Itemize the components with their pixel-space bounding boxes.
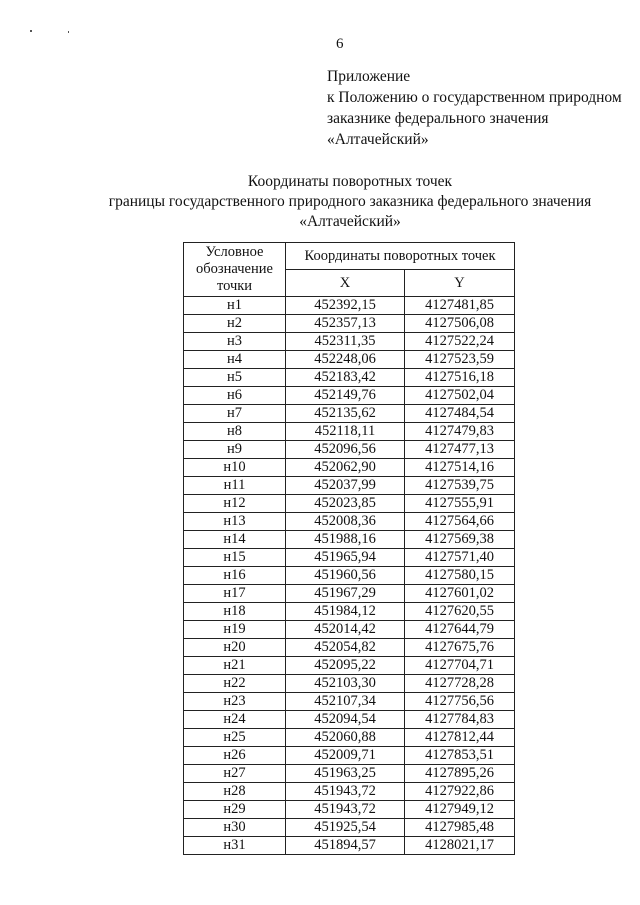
cell-y: 4127704,71 (405, 657, 515, 675)
cell-y: 4127949,12 (405, 801, 515, 819)
cell-point: н18 (184, 603, 286, 621)
cell-x: 452014,42 (286, 621, 405, 639)
cell-x: 452149,76 (286, 387, 405, 405)
cell-x: 452095,22 (286, 657, 405, 675)
cell-point: н3 (184, 333, 286, 351)
scan-speck (68, 31, 69, 33)
table-row (184, 405, 515, 423)
table-row (184, 765, 515, 783)
table-row (184, 585, 515, 603)
cell-x: 452311,35 (286, 333, 405, 351)
cell-x: 452009,71 (286, 747, 405, 765)
cell-point: н16 (184, 567, 286, 585)
cell-point: н19 (184, 621, 286, 639)
cell-y: 4127895,26 (405, 765, 515, 783)
page-number: 6 (336, 36, 344, 52)
cell-x: 452023,85 (286, 495, 405, 513)
cell-x: 451984,12 (286, 603, 405, 621)
cell-x: 452103,30 (286, 675, 405, 693)
cell-x: 452118,11 (286, 423, 405, 441)
cell-y: 4127784,83 (405, 711, 515, 729)
cell-point: н25 (184, 729, 286, 747)
table-row (184, 729, 515, 747)
cell-y: 4127728,28 (405, 675, 515, 693)
cell-y: 4128021,17 (405, 837, 515, 855)
cell-y: 4127644,79 (405, 621, 515, 639)
cell-point: н8 (184, 423, 286, 441)
cell-y: 4127985,48 (405, 819, 515, 837)
cell-y: 4127812,44 (405, 729, 515, 747)
appendix-line: к Положению о государственном природном (327, 89, 622, 106)
cell-y: 4127555,91 (405, 495, 515, 513)
table-row (184, 801, 515, 819)
header-coords: Координаты поворотных точек (286, 243, 515, 270)
cell-y: 4127580,15 (405, 567, 515, 585)
table-row (184, 567, 515, 585)
cell-x: 451963,25 (286, 765, 405, 783)
appendix-line: Приложение (327, 68, 411, 85)
cell-y: 4127601,02 (405, 585, 515, 603)
table-row (184, 369, 515, 387)
cell-point: н2 (184, 315, 286, 333)
cell-y: 4127502,04 (405, 387, 515, 405)
table-row (184, 621, 515, 639)
table-row (184, 459, 515, 477)
cell-y: 4127477,13 (405, 441, 515, 459)
cell-y: 4127523,59 (405, 351, 515, 369)
table-row (184, 603, 515, 621)
table-row (184, 441, 515, 459)
cell-x: 452392,15 (286, 297, 405, 315)
cell-point: н31 (184, 837, 286, 855)
table-row (184, 837, 515, 855)
document-title (0, 172, 640, 232)
title-line: Координаты поворотных точек (247, 173, 453, 190)
table-row (184, 333, 515, 351)
table-body (184, 297, 515, 855)
cell-x: 451943,72 (286, 801, 405, 819)
cell-y: 4127675,76 (405, 639, 515, 657)
cell-x: 451925,54 (286, 819, 405, 837)
cell-x: 451894,57 (286, 837, 405, 855)
title-line: «Алтачейский» (299, 213, 401, 230)
appendix-line: заказнике федерального значения (327, 110, 549, 127)
table-row (184, 297, 515, 315)
cell-y: 4127539,75 (405, 477, 515, 495)
cell-y: 4127922,86 (405, 783, 515, 801)
cell-point: н22 (184, 675, 286, 693)
cell-point: н17 (184, 585, 286, 603)
table-row (184, 693, 515, 711)
cell-x: 451943,72 (286, 783, 405, 801)
table-row (184, 657, 515, 675)
cell-point: н20 (184, 639, 286, 657)
cell-y: 4127569,38 (405, 531, 515, 549)
cell-y: 4127481,85 (405, 297, 515, 315)
table-row (184, 531, 515, 549)
table-row (184, 387, 515, 405)
cell-x: 452037,99 (286, 477, 405, 495)
cell-y: 4127756,56 (405, 693, 515, 711)
table-row (184, 513, 515, 531)
cell-point: н23 (184, 693, 286, 711)
cell-x: 452094,54 (286, 711, 405, 729)
cell-point: н9 (184, 441, 286, 459)
table-row (184, 477, 515, 495)
cell-x: 451965,94 (286, 549, 405, 567)
cell-x: 452096,56 (286, 441, 405, 459)
cell-x: 452135,62 (286, 405, 405, 423)
cell-x: 452054,82 (286, 639, 405, 657)
cell-y: 4127564,66 (405, 513, 515, 531)
header-point: Условное обозначение точки (184, 243, 286, 297)
cell-point: н15 (184, 549, 286, 567)
cell-x: 452183,42 (286, 369, 405, 387)
appendix-note (327, 66, 622, 150)
cell-point: н4 (184, 351, 286, 369)
cell-point: н12 (184, 495, 286, 513)
cell-point: н27 (184, 765, 286, 783)
cell-y: 4127479,83 (405, 423, 515, 441)
cell-point: н29 (184, 801, 286, 819)
table-row (184, 747, 515, 765)
cell-x: 452107,34 (286, 693, 405, 711)
table-row (184, 549, 515, 567)
header-x: X (286, 270, 405, 297)
cell-y: 4127853,51 (405, 747, 515, 765)
appendix-line: «Алтачейский» (327, 131, 429, 148)
cell-y: 4127522,24 (405, 333, 515, 351)
cell-x: 452008,36 (286, 513, 405, 531)
cell-point: н24 (184, 711, 286, 729)
cell-y: 4127484,54 (405, 405, 515, 423)
cell-x: 451960,56 (286, 567, 405, 585)
table-row (184, 639, 515, 657)
header-y: Y (405, 270, 515, 297)
cell-y: 4127620,55 (405, 603, 515, 621)
table-row (184, 819, 515, 837)
table-row (184, 423, 515, 441)
table-row (184, 783, 515, 801)
coordinates-table (183, 242, 515, 855)
table-row (184, 675, 515, 693)
cell-x: 452248,06 (286, 351, 405, 369)
cell-x: 452060,88 (286, 729, 405, 747)
table-row (184, 315, 515, 333)
cell-y: 4127506,08 (405, 315, 515, 333)
cell-x: 451967,29 (286, 585, 405, 603)
cell-point: н7 (184, 405, 286, 423)
cell-point: н26 (184, 747, 286, 765)
table-row (184, 711, 515, 729)
cell-point: н14 (184, 531, 286, 549)
cell-x: 452062,90 (286, 459, 405, 477)
table-row (184, 495, 515, 513)
table-row (184, 351, 515, 369)
title-line: границы государственного природного заказника федерального значения (108, 193, 592, 210)
cell-x: 452357,13 (286, 315, 405, 333)
cell-x: 451988,16 (286, 531, 405, 549)
cell-y: 4127514,16 (405, 459, 515, 477)
scan-speck (30, 30, 32, 32)
cell-point: н30 (184, 819, 286, 837)
cell-point: н1 (184, 297, 286, 315)
cell-y: 4127571,40 (405, 549, 515, 567)
cell-point: н6 (184, 387, 286, 405)
cell-point: н5 (184, 369, 286, 387)
cell-point: н28 (184, 783, 286, 801)
cell-point: н21 (184, 657, 286, 675)
cell-point: н11 (184, 477, 286, 495)
cell-point: н13 (184, 513, 286, 531)
cell-y: 4127516,18 (405, 369, 515, 387)
cell-point: н10 (184, 459, 286, 477)
